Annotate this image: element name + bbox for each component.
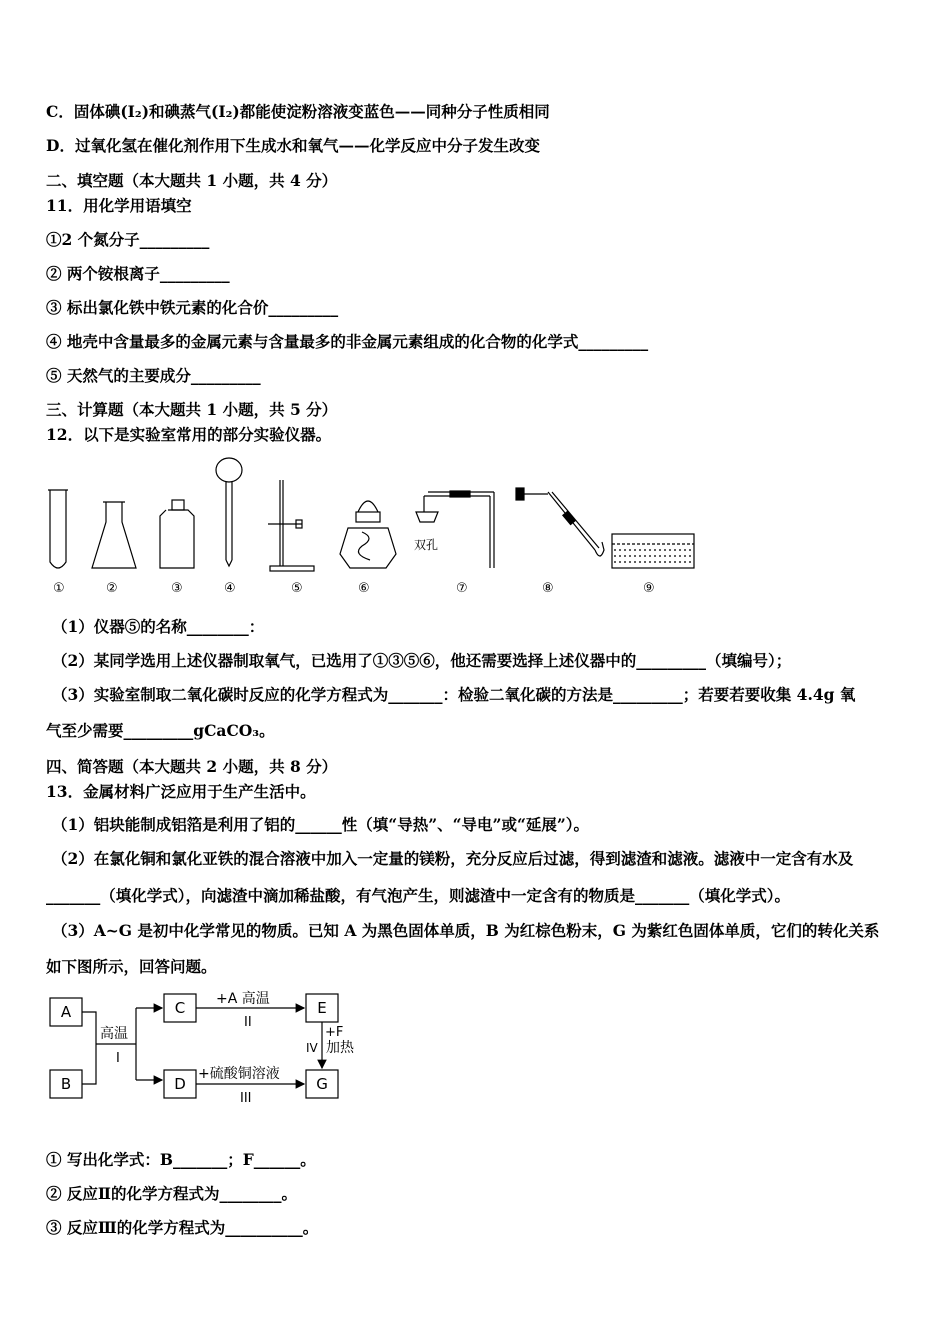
water-trough-icon [612, 534, 694, 568]
label-a: A [60, 1003, 72, 1021]
label-c: C [174, 999, 186, 1017]
label-reaction-4: IV [306, 1041, 318, 1055]
q11-item-5: ⑤ 天然气的主要成分_________ [46, 366, 261, 385]
label-reaction-1: I [116, 1051, 120, 1066]
label-reaction-3: III [240, 1091, 252, 1106]
stopper-tube-icon [416, 491, 494, 568]
label-g: G [316, 1075, 328, 1093]
label-reaction-2: II [244, 1015, 252, 1030]
q12-part-3a: （3）实验室制取二氧化碳时反应的化学方程式为_______：检验二氧化碳的方法是_________；若要若要收集 4.4g 氧 [52, 685, 856, 704]
q13-part-3b: 如下图所示，回答问题。 [46, 957, 217, 976]
section-4-title: 四、简答题（本大题共 2 小题，共 8 分） [46, 757, 338, 776]
label-e: E [317, 999, 327, 1017]
apparatus-number-8: ⑧ [542, 581, 554, 596]
option-c: C．固体碘(I₂)和碘蒸气(I₂)都能使淀粉溶液变蓝色——同种分子性质相同 [46, 102, 550, 121]
q12-part-1: （1）仪器⑤的名称________： [52, 617, 265, 636]
q12-part-3b: 气至少需要_________gCaCO₃。 [46, 721, 275, 740]
apparatus-number-9: ⑨ [643, 581, 655, 596]
thistle-funnel-icon [216, 458, 242, 566]
q11-item-4: ④ 地壳中含量最多的金属元素与含量最多的非金属元素组成的化合物的化学式_________ [46, 332, 649, 351]
conical-flask-icon [92, 502, 136, 568]
apparatus-number-1: ① [53, 581, 65, 596]
stopper-label: 双孔 [414, 538, 439, 552]
delivery-tube-icon [516, 488, 604, 556]
q13-part-3a: （3）A~G 是初中化学常见的物质。已知 A 为黑色固体单质，B 为红棕色粉末，G 为紫红色固体单质，它们的转化关系 [52, 921, 880, 940]
label-plus-f: +F [325, 1025, 344, 1040]
q11-item-3: ③ 标出氯化铁中铁元素的化合价_________ [46, 298, 339, 317]
apparatus-number-5: ⑤ [291, 581, 303, 596]
q13-part-1: （1）铝块能制成铝箔是利用了铝的______性（填“导热”、“导电”或“延展”）。 [52, 815, 590, 834]
label-plus-cuso4: +硫酸铜溶液 [198, 1066, 280, 1082]
label-high-temp: 高温 [100, 1026, 128, 1042]
label-plus-a: +A 高温 [216, 991, 270, 1007]
option-d: D．过氧化氢在催化剂作用下生成水和氧气——化学反应中分子发生改变 [46, 136, 540, 155]
label-heat: 加热 [326, 1040, 354, 1056]
question-11: 11．用化学用语填空 [46, 196, 192, 215]
answer-1: ① 写出化学式：B_______；F______。 [46, 1150, 316, 1169]
reagent-bottle-icon [160, 500, 194, 568]
answer-3: ③ 反应Ⅲ的化学方程式为__________。 [46, 1218, 319, 1237]
apparatus-number-6: ⑥ [358, 581, 370, 596]
apparatus-number-4: ④ [224, 581, 236, 596]
apparatus-illustration [40, 450, 700, 600]
q13-part-2a: （2）在氯化铜和氯化亚铁的混合溶液中加入一定量的镁粉，充分反应后过滤，得到滤渣和滤液。滤液中一定含有水及 [52, 849, 854, 868]
answer-2: ② 反应Ⅱ的化学方程式为________。 [46, 1184, 297, 1203]
section-2-title: 二、填空题（本大题共 1 小题，共 4 分） [46, 171, 338, 190]
test-tube-icon [48, 490, 68, 568]
label-d: D [174, 1075, 186, 1093]
question-12: 12．以下是实验室常用的部分实验仪器。 [46, 425, 332, 444]
label-b: B [60, 1075, 72, 1093]
question-13: 13．金属材料广泛应用于生产生活中。 [46, 782, 316, 801]
q12-part-2: （2）某同学选用上述仪器制取氧气，已选用了①③⑤⑥，他还需要选择上述仪器中的_________（填编号）； [52, 651, 792, 670]
q13-part-2b: _______（填化学式），向滤渣中滴加稀盐酸，有气泡产生，则滤渣中一定含有的物质是_______（填化学式）。 [46, 886, 791, 905]
iron-stand-icon [268, 480, 314, 571]
section-3-title: 三、计算题（本大题共 1 小题，共 5 分） [46, 400, 338, 419]
q11-item-2: ② 两个铵根离子_________ [46, 264, 230, 283]
alcohol-lamp-icon [340, 501, 396, 568]
q11-item-1: ①2 个氮分子_________ [46, 230, 210, 249]
apparatus-number-2: ② [106, 581, 118, 596]
apparatus-number-7: ⑦ [456, 581, 468, 596]
apparatus-number-3: ③ [171, 581, 183, 596]
reaction-diagram [44, 988, 374, 1108]
